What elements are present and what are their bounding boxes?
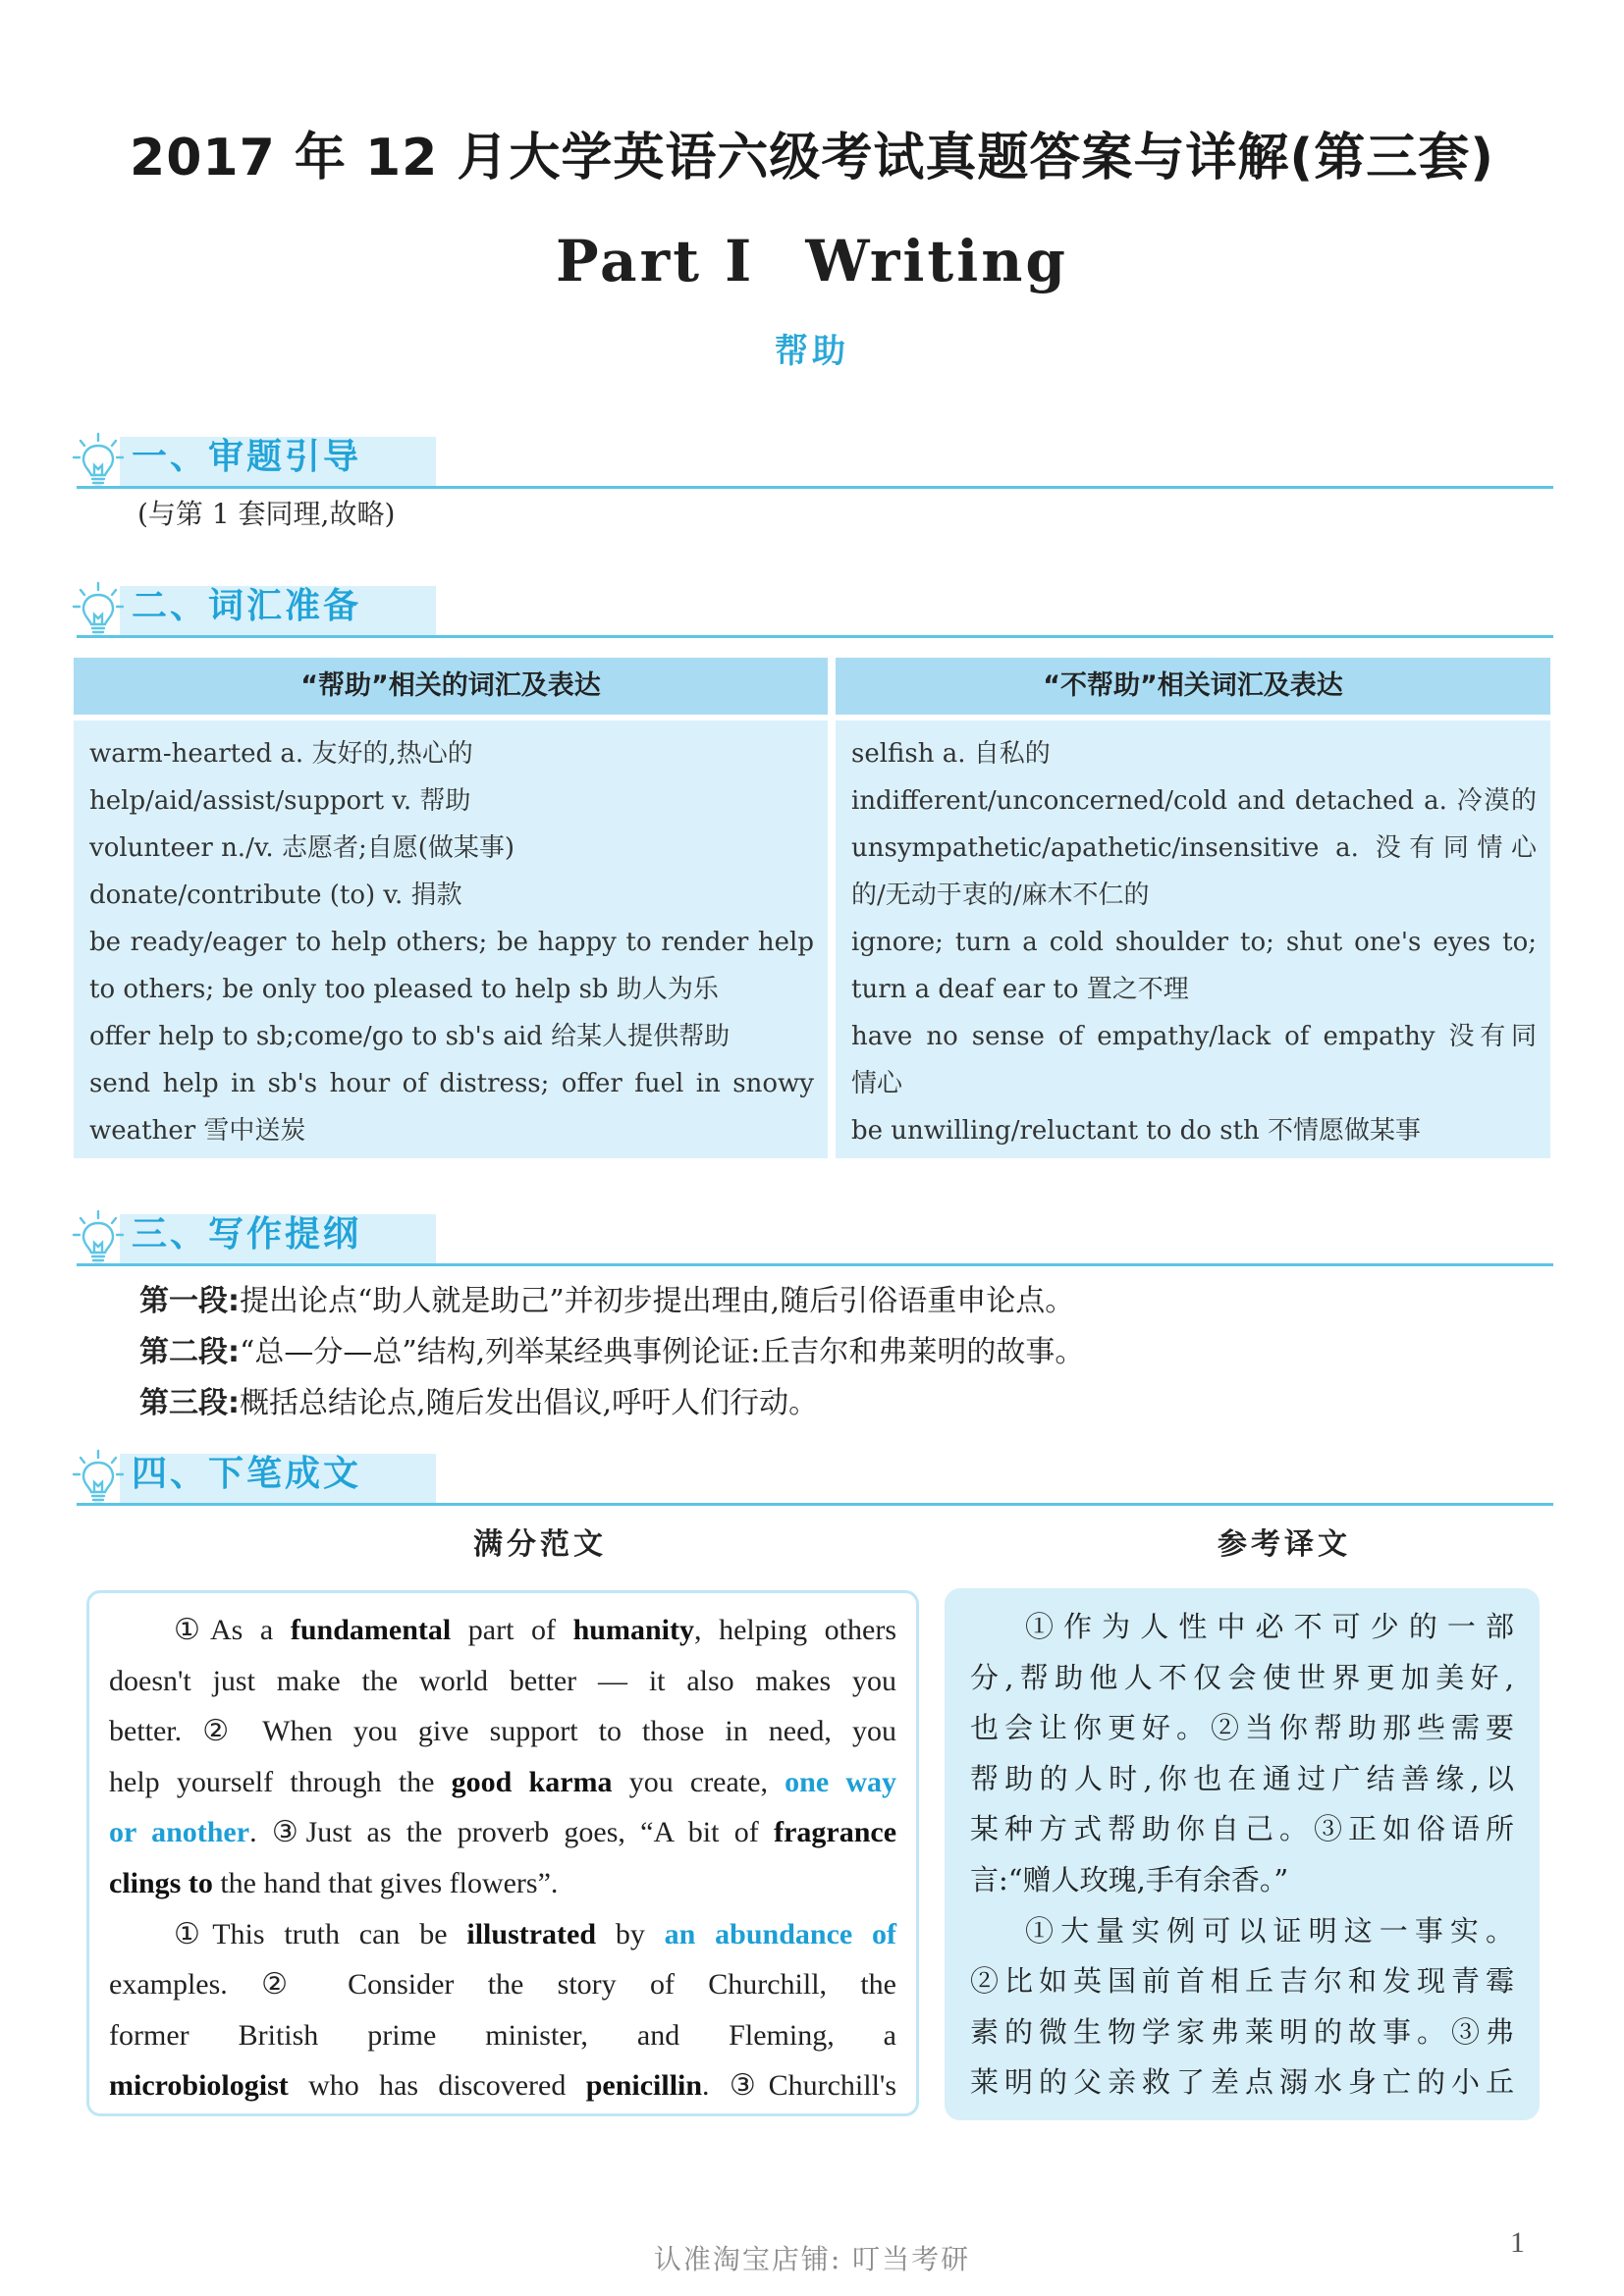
section-header-outline: [71, 1209, 1553, 1266]
vocab-header-help: “帮助”相关的词汇及表达: [74, 658, 828, 715]
section-rule: [77, 486, 1553, 489]
page-number: 1: [1510, 2226, 1525, 2259]
essay-line: or another. ③Just as the proverb goes, “A bit of fragrance: [109, 1816, 897, 1849]
vocab-line: send help in sb's hour of distress; offer fuel in snowy: [89, 1069, 814, 1098]
reference-translation: [945, 1588, 1540, 2120]
outline-item: 第三段:概括总结论点,随后发出倡议,呼吁人们行动。: [139, 1386, 819, 1420]
vocab-line: unsympathetic/apathetic/insensitive a. 没有同情心: [851, 833, 1537, 863]
translation-line: ②比如英国前首相丘吉尔和发现青霉: [970, 1964, 1514, 1999]
vocab-line: be unwilling/reluctant to do sth 不情愿做某事: [851, 1116, 1422, 1146]
translation-line: ①作为人性中必不可少的一部: [1025, 1610, 1514, 1643]
vocab-line: volunteer n./v. 志愿者;自愿(做某事): [89, 833, 515, 863]
translation-line: 言:“赠人玫瑰,手有余香。”: [970, 1862, 1289, 1896]
vocab-line: have no sense of empathy/lack of empathy 没有同: [851, 1022, 1537, 1051]
translation-title: 参考译文: [1218, 1527, 1351, 1562]
vocab-line: selfish a. 自私的: [851, 739, 1051, 769]
lightbulb-icon: [71, 1209, 126, 1272]
essay-line: examples. ② Consider the story of Churchill, the: [109, 1968, 896, 2002]
vocab-line: ignore; turn a cold shoulder to; shut one's eyes to;: [851, 928, 1537, 957]
section-title-review: 一、审题引导: [132, 437, 362, 477]
vocab-line: 情心: [851, 1069, 903, 1098]
vocab-header-not-help: “不帮助”相关词汇及表达: [836, 658, 1550, 715]
vocab-line: offer help to sb;come/go to sb's aid 给某人提供帮助: [89, 1022, 731, 1051]
writing-outline: [139, 1276, 1084, 1429]
section-title-outline: 三、写作提纲: [132, 1214, 362, 1255]
part-name: Writing: [805, 228, 1068, 294]
vocab-line: be ready/eager to help others; be happy to render help: [89, 928, 814, 957]
essay-line: microbiologist who has discovered penicillin. ③Churchill's: [109, 2069, 896, 2103]
section-header-review: [71, 432, 1553, 489]
essay-line: clings to the hand that gives flowers”.: [109, 1866, 559, 1899]
translation-line: 也会让你更好。②当你帮助那些需要: [970, 1711, 1514, 1745]
part-title: [0, 228, 1624, 294]
model-essay: [86, 1590, 919, 2116]
footer-watermark: 认准淘宝店铺: 叮当考研: [653, 2243, 971, 2275]
essay-topic: 帮助: [775, 332, 849, 371]
vocab-column-not-help: [836, 721, 1550, 1158]
document-title: 2017 年 12 月大学英语六级考试真题答案与详解(第三套): [130, 129, 1494, 187]
translation-line: ①大量实例可以证明这一事实。: [1025, 1913, 1514, 1948]
lightbulb-icon: [71, 1449, 126, 1512]
vocab-line: help/aid/assist/support v. 帮助: [89, 786, 471, 816]
section-header-writing: [71, 1449, 1553, 1506]
lightbulb-icon: [71, 432, 126, 495]
vocab-line: to others; be only too pleased to help sb 助人为乐: [89, 975, 719, 1004]
translation-line: 素的微生物学家弗莱明的故事。③弗: [970, 2014, 1514, 2049]
lightbulb-icon: [71, 581, 126, 644]
vocab-line: donate/contribute (to) v. 捐款: [89, 881, 462, 910]
translation-line: 分,帮助他人不仅会使世界更加美好,: [970, 1660, 1514, 1694]
vocab-column-help: [74, 721, 828, 1158]
translation-line: 帮助的人时,你也在通过广结善缘,以: [970, 1761, 1514, 1795]
vocabulary-table: [74, 658, 1550, 1158]
translation-line: 莱明的父亲救了差点溺水身亡的小丘: [970, 2065, 1514, 2100]
essay-line: former British prime minister, and Fleming, a: [109, 2018, 896, 2052]
essay-line: doesn't just make the world better — it also makes you: [109, 1664, 896, 1697]
vocab-line: weather 雪中送炭: [89, 1116, 306, 1146]
essay-line: help yourself through the good karma you create, one way: [109, 1765, 896, 1798]
outline-item: 第二段:“总—分—总”结构,列举某经典事例论证:丘吉尔和弗莱明的故事。: [139, 1335, 1085, 1369]
essay-line: ①As a fundamental part of humanity, helping others: [174, 1614, 896, 1646]
translation-line: 某种方式帮助你自己。③正如俗语所: [970, 1812, 1514, 1846]
section-note: (与第 1 套同理,故略): [137, 498, 396, 530]
section-title-writing: 四、下笔成文: [132, 1454, 362, 1494]
model-essay-title: 满分范文: [473, 1527, 607, 1562]
vocab-line: turn a deaf ear to 置之不理: [851, 975, 1189, 1004]
vocab-line: indifferent/unconcerned/cold and detached a. 冷漠的: [851, 786, 1537, 816]
vocab-line: warm-hearted a. 友好的,热心的: [89, 739, 473, 769]
section-title-vocabulary: 二、词汇准备: [132, 586, 362, 626]
part-label: Part I: [556, 228, 755, 294]
section-header-vocabulary: [71, 581, 1553, 638]
essay-line: ①This truth can be illustrated by an abundance of: [174, 1917, 897, 1950]
outline-item: 第一段:提出论点“助人就是助己”并初步提出理由,随后引俗语重申论点。: [139, 1284, 1075, 1318]
vocab-line: 的/无动于衷的/麻木不仁的: [851, 881, 1150, 910]
essay-line: better. ② When you give support to those in need, you: [109, 1715, 896, 1748]
